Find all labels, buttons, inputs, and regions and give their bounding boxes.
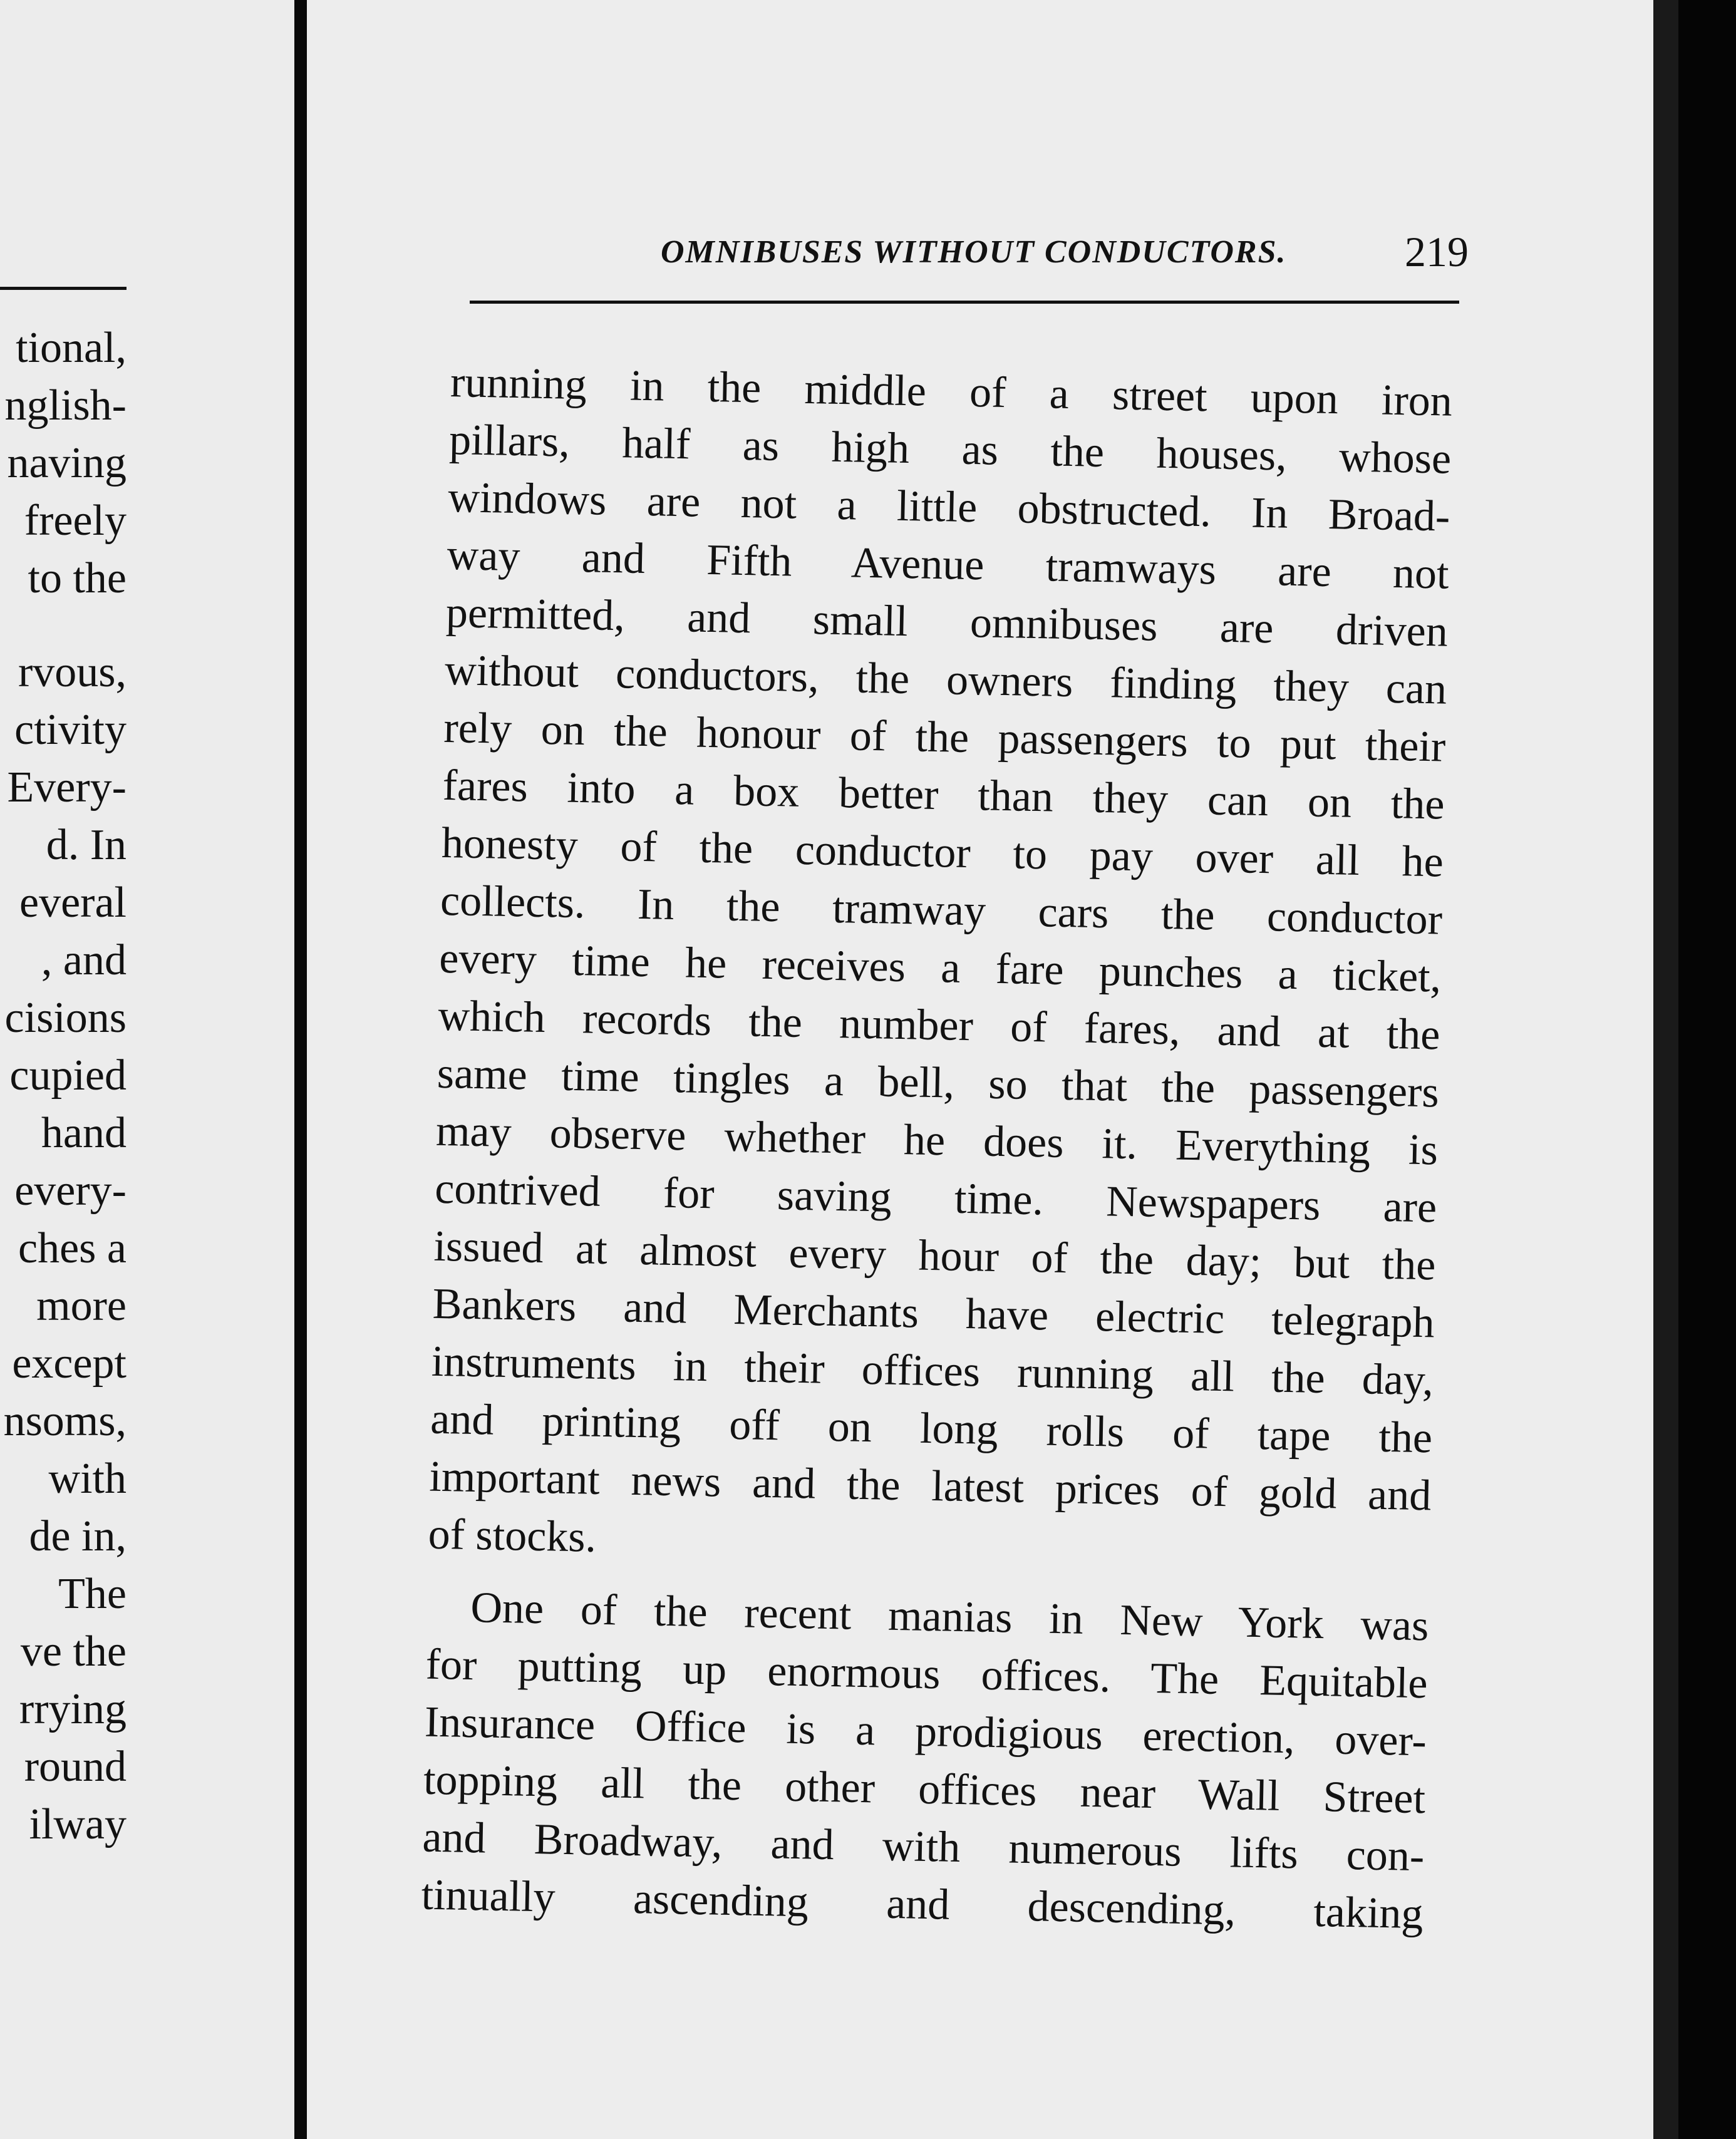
left-line: except [12,1339,127,1388]
text-line: tinually ascending and descending, taking [421,1870,1424,1939]
left-line: ilway [29,1800,127,1848]
text-line: pillars, half as high as the houses, whose [448,415,1452,483]
text-line: fares into a box better than they can on the [442,761,1445,829]
left-line: hand [41,1109,127,1157]
text-line: Bankers and Merchants have electric telegraph [432,1279,1435,1348]
text-line: same time tingles a bell, so that the passengers [437,1049,1440,1117]
text-line: way and Fifth Avenue tramways are not [447,530,1450,599]
text-line: rely on the honour of the passengers to put their [443,703,1446,771]
text-line: and printing off on long rolls of tape the [430,1394,1433,1463]
text-line: honesty of the conductor to pay over all he [441,818,1444,887]
left-line: freely [24,497,127,545]
text-line: topping all the other offices near Wall Street [423,1755,1426,1823]
left-line: Every- [7,763,127,812]
left-line: , and [41,936,127,984]
left-line: round [24,1743,127,1791]
text-line: important news and the latest prices of gold and [428,1452,1432,1520]
left-line: to the [28,554,127,602]
left-line: nglish- [4,381,127,430]
left-line: nsoms, [3,1397,127,1445]
text-line: Insurance Office is a prodigious erection, over- [424,1698,1427,1766]
text-line: collects. In the tramway cars the conductor [440,876,1443,944]
text-line: and Broadway, and with numerous lifts con- [421,1813,1425,1881]
left-page-header-rule [0,287,127,290]
text-line: contrived for saving time. Newspapers are [434,1164,1437,1232]
left-line: ches a [18,1224,127,1272]
text-line: without conductors, the owners finding they can [444,646,1447,714]
left-line: every- [14,1167,127,1215]
body-text [421,354,1453,1943]
left-line: more [36,1282,127,1330]
text-line: issued at almost every hour of the day; but the [433,1222,1437,1290]
left-line: de in, [29,1512,127,1560]
page-header [661,222,1469,291]
text-line: every time he receives a fare punches a ticket, [438,934,1442,1002]
left-line: cisions [4,994,127,1042]
left-page-text [4,319,127,1853]
left-line: The [58,1570,127,1618]
book-gutter [294,0,307,2139]
text-line: running in the middle of a street upon iron [450,358,1453,426]
left-line: rvous, [18,648,127,696]
page-number: 219 [1405,228,1469,276]
left-page [0,0,294,2139]
header-rule [470,301,1459,304]
running-head: OMNIBUSES WITHOUT CONDUCTORS. [661,234,1287,270]
left-line: tional, [16,324,127,372]
text-line: of stocks. [428,1510,597,1562]
left-line: ctivity [14,706,127,754]
text-line: permitted, and small omnibuses are driven [445,588,1449,656]
paragraph [428,354,1453,1582]
left-line: with [48,1455,127,1503]
text-line: which records the number of fares, and at the [437,991,1441,1059]
left-line: d. In [46,821,127,869]
paragraph [421,1579,1429,1944]
left-line: naving [7,439,127,487]
text-line: One of the recent manias in New York was [470,1583,1430,1651]
text-line: instruments in their offices running all the day, [431,1337,1434,1405]
left-line: cupied [9,1051,127,1100]
page-edge [1653,0,1678,2139]
left-line: ve the [20,1627,127,1676]
text-line: windows are not a little obstructed. In Broad- [447,473,1451,541]
left-line: rrying [19,1685,127,1733]
text-line: may observe whether he does it. Everything is [435,1106,1439,1175]
text-line: for putting up enormous offices. The Equitable [425,1640,1429,1708]
left-line: everal [19,879,127,927]
